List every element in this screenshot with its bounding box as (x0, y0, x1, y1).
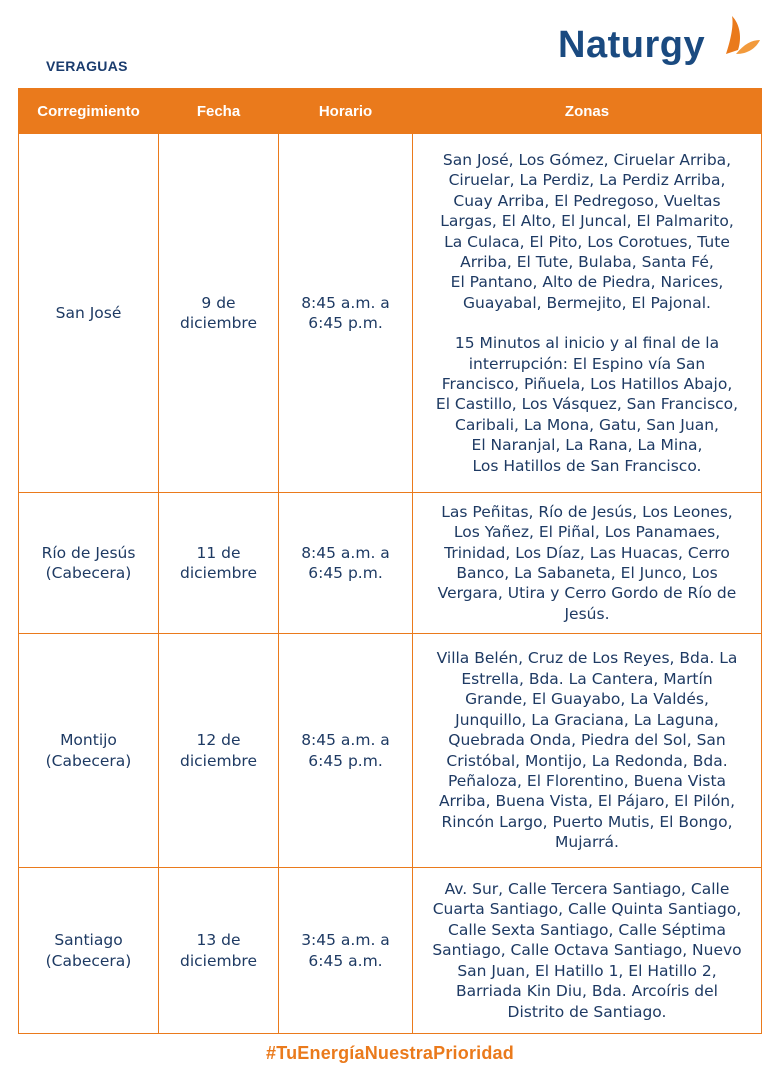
butterfly-icon (722, 14, 762, 58)
zonas-line: El Naranjal, La Rana, La Mina, (471, 436, 703, 455)
zonas-line: Cristóbal, Montijo, La Redonda, Bda. (446, 751, 728, 770)
column-header: Zonas (413, 89, 762, 134)
region-title: VERAGUAS (46, 58, 128, 74)
zonas-paragraph (419, 150, 755, 313)
zonas-line: Villa Belén, Cruz de Los Reyes, Bda. La (436, 649, 738, 668)
fecha-line: diciembre (179, 951, 257, 970)
zonas-line: Junquillo, La Graciana, La Laguna, (455, 710, 719, 729)
column-header: Corregimiento (19, 89, 159, 134)
horario-cell (279, 493, 413, 634)
corregimiento-cell (19, 134, 159, 493)
zonas-paragraph (419, 648, 755, 852)
table-header-row (19, 89, 762, 134)
zonas-line: Ciruelar, La Perdiz, La Perdiz Arriba, (448, 171, 726, 190)
horario-line: 6:45 p.m. (308, 751, 383, 770)
zonas-line: La Culaca, El Pito, Los Corotues, Tute (444, 232, 730, 251)
zonas-line: El Pantano, Alto de Piedra, Narices, (450, 273, 724, 292)
naturgy-logo (558, 14, 768, 76)
zonas-line: Largas, El Alto, El Juncal, El Palmarito, (440, 212, 734, 231)
fecha-cell (159, 134, 279, 493)
footer-hashtag: #TuEnergíaNuestraPrioridad (266, 1043, 514, 1063)
horario-line: 8:45 a.m. a (301, 293, 390, 312)
corregimiento-line: (Cabecera) (45, 564, 132, 582)
horario-cell (279, 634, 413, 868)
zonas-line: Quebrada Onda, Piedra del Sol, San (448, 731, 726, 750)
zonas-line: Banco, La Sabaneta, El Junco, Los (456, 564, 718, 582)
fecha-line: diciembre (179, 751, 257, 770)
logo-wordmark: Naturgy (558, 24, 706, 66)
zonas-line: Trinidad, Los Díaz, Las Huacas, Cerro (444, 543, 730, 562)
corregimiento-cell (19, 634, 159, 868)
corregimiento-cell (19, 868, 159, 1034)
horario-line: 6:45 p.m. (308, 314, 383, 332)
corregimiento-line: Santiago (54, 931, 123, 950)
zonas-line: Vergara, Utira y Cerro Gordo de Río de (437, 584, 737, 603)
zonas-line: Francisco, Piñuela, Los Hatillos Abajo, (441, 375, 733, 394)
corregimiento-cell (19, 493, 159, 634)
zonas-line: Rincón Largo, Puerto Mutis, El Bongo, (441, 812, 733, 831)
zonas-line: Los Hatillos de San Francisco. (472, 456, 702, 475)
table-row (19, 868, 762, 1034)
zonas-line: Las Peñitas, Río de Jesús, Los Leones, (441, 502, 733, 521)
schedule-table (18, 88, 762, 1034)
zonas-paragraph (419, 879, 755, 1022)
column-header: Horario (279, 89, 413, 134)
column-header: Fecha (159, 89, 279, 134)
zonas-line: 15 Minutos al inicio y al final de la (454, 334, 720, 353)
fecha-line: 12 de (196, 731, 241, 750)
corregimiento-line: (Cabecera) (45, 951, 132, 970)
fecha-cell (159, 493, 279, 634)
zonas-paragraph (419, 502, 755, 624)
zonas-line: Distrito de Santiago. (507, 1002, 667, 1021)
zonas-line: Arriba, Buena Vista, El Pájaro, El Pilón, (438, 792, 736, 811)
fecha-line: 11 de (196, 543, 241, 562)
horario-line: 3:45 a.m. a (301, 931, 390, 950)
zonas-line: Caribali, La Mona, Gatu, San Juan, (455, 415, 719, 434)
zonas-cell (413, 868, 762, 1034)
zonas-line: Guayabal, Bermejito, El Pajonal. (463, 293, 711, 312)
zonas-line: Jesús. (564, 604, 610, 623)
zonas-line: Peñaloza, El Florentino, Buena Vista (447, 771, 727, 790)
zonas-line: interrupción: El Espino vía San (468, 354, 706, 373)
fecha-line: 13 de (196, 931, 241, 950)
horario-line: 6:45 p.m. (308, 564, 383, 582)
zonas-line: Barriada Kin Diu, Bda. Arcoíris del (456, 982, 718, 1001)
horario-cell (279, 868, 413, 1034)
zonas-paragraph (419, 333, 755, 476)
zonas-line: Av. Sur, Calle Tercera Santiago, Calle (444, 880, 730, 899)
horario-line: 8:45 a.m. a (301, 731, 390, 750)
fecha-line: diciembre (179, 314, 257, 332)
zonas-line: San José, Los Gómez, Ciruelar Arriba, (442, 150, 732, 169)
fecha-line: 9 de (201, 293, 236, 312)
zonas-line: El Castillo, Los Vásquez, San Francisco, (435, 395, 739, 414)
table-row (19, 634, 762, 868)
fecha-cell (159, 634, 279, 868)
corregimiento-line: (Cabecera) (45, 751, 132, 770)
horario-line: 6:45 a.m. (308, 951, 383, 970)
fecha-cell (159, 868, 279, 1034)
zonas-line: Calle Sexta Santiago, Calle Séptima (448, 920, 726, 939)
corregimiento-line: Montijo (60, 731, 117, 750)
horario-line: 8:45 a.m. a (301, 543, 390, 562)
zonas-line: Grande, El Guayabo, La Valdés, (465, 690, 709, 709)
corregimiento-line: Río de Jesús (41, 543, 136, 562)
zonas-cell (413, 634, 762, 868)
zonas-line: Cuarta Santiago, Calle Quinta Santiago, (432, 900, 742, 919)
zonas-line: San Juan, El Hatillo 1, El Hatillo 2, (457, 961, 717, 980)
zonas-line: Arriba, El Tute, Bulaba, Santa Fé, (460, 252, 714, 271)
fecha-line: diciembre (179, 564, 257, 582)
zonas-cell (413, 493, 762, 634)
zonas-line: Los Yañez, El Piñal, Los Panamaes, (453, 523, 721, 542)
table-row (19, 134, 762, 493)
horario-cell (279, 134, 413, 493)
zonas-line: Mujarrá. (555, 833, 619, 852)
zonas-line: Estrella, Bda. La Cantera, Martín (461, 669, 713, 688)
zonas-line: Santiago, Calle Octava Santiago, Nuevo (432, 941, 742, 960)
table-row (19, 493, 762, 634)
zonas-line: Cuay Arriba, El Pedregoso, Vueltas (453, 191, 721, 210)
zonas-cell (413, 134, 762, 493)
corregimiento-line: San José (55, 303, 122, 322)
